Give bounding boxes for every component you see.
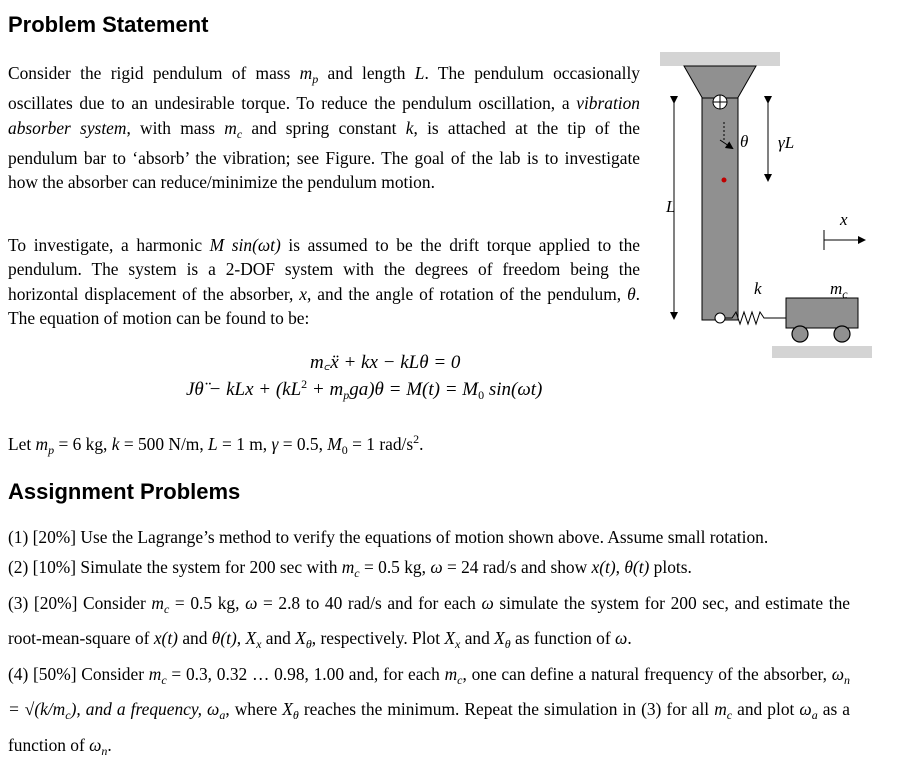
- gamma-l-label: γL: [778, 133, 795, 152]
- assignment-item-1: (1) [20%] Use the Lagrange’s method to verify the equations of motion shown above. Assume small rotation.: [8, 527, 769, 547]
- center-of-mass-dot: [722, 178, 727, 183]
- length-l-label: L: [666, 197, 676, 216]
- pendulum-bar: [702, 98, 738, 320]
- mc-label: $m_c$: [830, 279, 848, 301]
- equation-pendulum: Jθ̈ − kLx + $(kL^2 + m_pga)\theta = M(t) = M_0$ sin(ωt): [186, 377, 543, 402]
- assignment-item-3: (3) [20%] Consider $m_c = 0.5$ kg, ω = 2.8 to 40 rad/s and for each ω simulate the system for 200 sec, and estimate the root-mean-square of x(t) and θ(t), $X_x$ and $X_\theta$, respectively. Plot $X_x$ and $X_\theta$ as function of ω.: [8, 592, 850, 652]
- absorber-wheel-left: [792, 326, 808, 342]
- theta-label: θ: [740, 132, 749, 151]
- assignment-problems-heading: Assignment Problems: [8, 479, 241, 504]
- assignment-list: [8, 525, 850, 767]
- pendulum-absorber-figure: [660, 50, 890, 370]
- parameter-values: Let $m_p = 6$ kg, k = 500 N/m, L = 1 m, γ = 0.5, $M_0 = 1$ rad/$s^2$.: [8, 432, 424, 457]
- spring-anchor: [715, 313, 725, 323]
- absorber-wheel-right: [834, 326, 850, 342]
- problem-paragraph-2: To investigate, a harmonic M sin(ωt) is assumed to be the drift torque applied to the pendulum. The system is a 2-DOF system with the degrees of freedom being the horizontal displacement of the absorber, x, and the angle of rotation of the pendulum, θ. The equation of motion can be found to be:: [8, 235, 641, 328]
- absorber-mass: [786, 298, 858, 328]
- assignment-item-2: (2) [10%] Simulate the system for 200 sec with $m_c = 0.5$ kg, ω = 24 rad/s and show x(t), θ(t) plots.: [8, 557, 692, 580]
- x-label: x: [840, 210, 848, 229]
- equation-absorber: m꜀ẍ + kx − kLθ = 0: [310, 352, 461, 373]
- problem-paragraph-1: Consider the rigid pendulum of mass $m_p$ and length L. The pendulum occasionally oscillates due to an undesirable torque. To reduce the pendulum oscillation, a vibration absorber system, with mass $m_c$ and spring constant k, is attached at the tip of the pendulum bar to ‘absorb’ the vibration; see Figure. The goal of the lab is to investigate how the absorber can reduce/minimize the pendulum motion.: [8, 63, 641, 193]
- problem-statement-heading: Problem Statement: [8, 12, 209, 37]
- ground-support: [772, 346, 872, 358]
- assignment-item-4: (4) [50%] Consider $m_c = 0.3$, 0.32 … 0.98, 1.00 and, for each $m_c$, one can define a natural frequency of the absorber, $\omega_n = √(k/m_c)$, and a frequency, $\omega_a$, where $X_\theta$ reaches the minimum. Repeat the simulation in (3) for all $m_c$ and plot $\omega_a$ as a function of $\omega_n$.: [8, 663, 851, 758]
- top-ceiling-support: [660, 52, 780, 66]
- k-label: k: [754, 279, 762, 298]
